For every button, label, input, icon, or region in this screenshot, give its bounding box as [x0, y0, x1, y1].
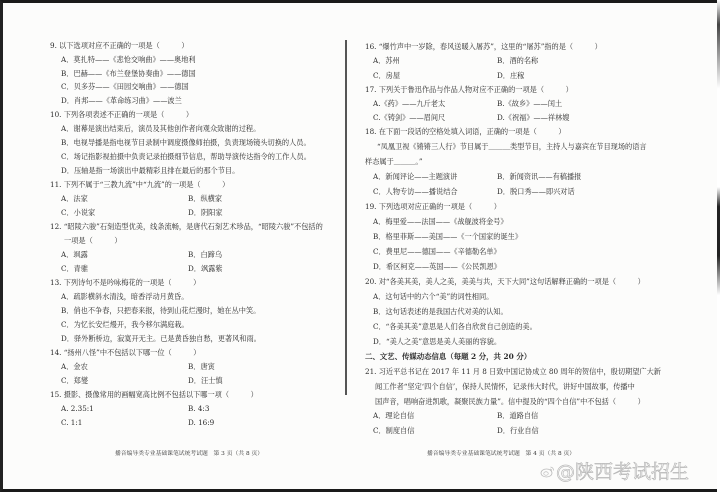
question-19	[365, 202, 501, 211]
question-stem: 以下选项对应不正确的一项是（ ）	[59, 41, 189, 50]
option-d: D．行业自信	[497, 426, 539, 435]
option-c: C．费里尼——德国——《辛德勒名单》	[373, 247, 501, 256]
question-number: 11.	[50, 180, 62, 189]
option-d: D. 16:9	[188, 418, 215, 427]
option-c: C．郑燮	[61, 376, 89, 385]
question-15	[50, 390, 258, 399]
question-21-line-2: 闻工作者“坚定‘四个自信’，保持人民情怀，记录伟大时代，讲好中国故事，传播中	[375, 382, 635, 391]
question-12-continued: 一项是（ ）	[64, 236, 122, 245]
question-17	[365, 85, 573, 94]
option-a: A．莫扎特——《悲怆交响曲》——奥地利	[61, 55, 196, 64]
question-number: 19.	[365, 202, 377, 211]
option-c: C．为忆长安烂熳开，我今移尔满庭栽。	[61, 320, 189, 329]
option-b: B．格里菲斯——美国——《一个国家的诞生》	[373, 232, 523, 241]
option-a: A．这句话中的六个“美”的词性相同。	[373, 292, 494, 301]
option-b: B．酒的名称	[497, 56, 539, 65]
option-d: D．汪士慎	[188, 376, 223, 385]
question-21	[365, 367, 661, 376]
question-number: 13.	[50, 278, 62, 287]
question-number: 16.	[365, 42, 377, 51]
option-a: A．金农	[61, 362, 88, 371]
section-heading: 二、文艺、传媒动态信息（每题 2 分，共 20 分）	[365, 352, 532, 361]
question-number: 14.	[50, 348, 62, 357]
option-a: A．新闻评论——主题演讲	[373, 172, 458, 181]
question-number: 21.	[365, 367, 377, 376]
question-11	[50, 180, 229, 189]
question-18-passage-line-2: 样态属于＿＿＿。”	[365, 157, 423, 166]
question-stem: 下列不属于“三教九流”中“九流”的一项是（ ）	[63, 180, 230, 189]
page-footer: 播音编导类专业基础课笔试统考试题 第 3 页（共 8 页）	[115, 451, 264, 457]
option-d: D．“美人之美”意思是美人美丽的容貌。	[373, 337, 502, 346]
option-c: C．房屋	[373, 71, 401, 80]
question-12	[50, 222, 323, 231]
exam-page-4	[347, 0, 720, 492]
question-20	[365, 277, 645, 286]
question-13	[50, 278, 200, 287]
option-a: A．法家	[61, 194, 88, 203]
question-9	[50, 41, 189, 50]
option-b: B．唐寅	[188, 362, 215, 371]
question-stem: 对“各美其美，美人之美，美美与共，天下大同”这句话解释正确的一项是（ ）	[378, 277, 645, 286]
question-stem: 摄影、摄像常用的画幅宽高比例不包括以下哪一项（ ）	[63, 390, 258, 399]
question-number: 20.	[365, 277, 377, 286]
option-c: C．青骓	[61, 264, 89, 273]
option-c: C．“各美其美”意思是人们各自欣赏自己创造的美。	[373, 322, 537, 331]
option-b: B．道路自信	[497, 411, 539, 420]
option-d: D．希区柯克——英国——《公民凯恩》	[373, 262, 501, 271]
question-18-passage-line-1: “凤凰卫视《锵锵三人行》节目属于＿＿＿类型节目，主持人与嘉宾在节目现场的语言	[377, 142, 647, 151]
weibo-icon	[540, 465, 555, 478]
question-stem: 下列各项表述不正确的一项是（ ）	[63, 110, 194, 119]
option-c: C.《铸剑》——眉间尺	[373, 113, 446, 122]
watermark-text: @陕西考试招生	[556, 461, 690, 483]
option-d: D．飒露紫	[188, 264, 223, 273]
option-c: C．贝多芬——《田园交响曲》——德国	[61, 82, 189, 91]
option-d: D．压轴是指一场演出中最精彩且排在最后的那个节目。	[61, 166, 240, 175]
option-c: C．制度自信	[373, 426, 415, 435]
question-stem: 下列诗句不是吟咏梅花的一项是（ ）	[63, 278, 201, 287]
option-b: B．新闻资讯——有稿播报	[497, 172, 582, 181]
option-b: B．俏也不争春，只把春来报，待到山花烂漫时，她在丛中笑。	[61, 306, 261, 315]
question-stem: 在下面一段话的空格处填入词语，正确的一项是（ ）	[378, 127, 566, 136]
option-b: B．电视导播是指电视节目录制中调度摄像师拍摄，负责现场镜头切换的人员。	[61, 138, 311, 147]
option-d: D．驿外断桥边，寂寞开无主。已是黄昏独自愁，更著风和雨。	[61, 334, 261, 343]
question-stem: “扬州八怪”中不包括以下哪一位（ ）	[63, 348, 201, 357]
question-number: 9.	[50, 41, 57, 50]
option-b: B．纵横家	[188, 194, 223, 203]
option-a: A．苏州	[373, 56, 400, 65]
question-number: 18.	[365, 127, 377, 136]
option-b: B. 4:3	[188, 404, 210, 413]
page-footer: 播音编导类专业基础课笔试统考试题 第 4 页（共 8 页）	[427, 451, 576, 457]
option-a: A. 2.35:1	[61, 404, 94, 413]
option-a: A．梅里爱——法国——《战舰波将金号》	[373, 217, 508, 226]
question-stem: 习近平总书记在 2017 年 11 月 8 日致中国记协成立 80 周年的贺信中，殷切期望广大新	[378, 367, 661, 376]
question-21-line-3: 国声音，唱响奋进凯歌，凝聚民族力量”。信中提及的“四个自信”中不包括（ ）	[375, 397, 645, 406]
question-number: 12.	[50, 222, 62, 231]
option-c: C．小说家	[61, 208, 96, 217]
option-c: C．人物专访——播说结合	[373, 187, 458, 196]
option-b: B.《故乡》——闰土	[497, 99, 563, 108]
option-d: D．肖邦——《革命练习曲》——波兰	[61, 96, 182, 105]
question-number: 17.	[365, 85, 377, 94]
question-stem: “昭陵六骏”石刻造型优美，线条流畅，是唐代石刻艺术珍品，“昭陵六骏”不包括的	[63, 222, 323, 231]
question-stem: 下列选项对应正确的一项是（ ）	[378, 202, 501, 211]
option-c: C．场记指影视拍摄中负责记录拍摄细节信息，帮助导演传达指令的工作人员。	[61, 152, 311, 161]
question-stem: 下列关于鲁迅作品与作品人物对应不正确的一项是（ ）	[378, 85, 573, 94]
option-a: A．谢幕是演出结束后，演员及其他创作者向观众致谢的过程。	[61, 124, 261, 133]
option-d: D．庄稼	[497, 71, 525, 80]
question-stem: “爆竹声中一岁除，春风送暖入屠苏”，这里的“屠苏”指的是（ ）	[378, 42, 602, 51]
option-a: A．疏影横斜水清浅，暗香浮动月黄昏。	[61, 292, 189, 301]
option-b: B．这句话表述的是我国古代对美的认知。	[373, 307, 508, 316]
option-b: B．白蹄乌	[188, 250, 223, 259]
question-number: 10.	[50, 110, 62, 119]
question-16	[365, 42, 602, 51]
exam-page-3	[0, 0, 345, 492]
option-b: B．巴赫——《布兰登堡协奏曲》——德国	[61, 69, 196, 78]
question-18	[365, 127, 566, 136]
option-d: D.《祝福》——祥林嫂	[497, 113, 570, 122]
option-a: A．理论自信	[373, 411, 415, 420]
question-14	[50, 348, 200, 357]
option-a: A.《药》——九斤老太	[373, 99, 446, 108]
option-a: A．飒露	[61, 250, 88, 259]
question-10	[50, 110, 193, 119]
option-d: D．阴阳家	[188, 208, 223, 217]
option-d: D．脱口秀——即兴对话	[497, 187, 575, 196]
question-number: 15.	[50, 390, 62, 399]
option-c: C. 1:1	[61, 418, 83, 427]
